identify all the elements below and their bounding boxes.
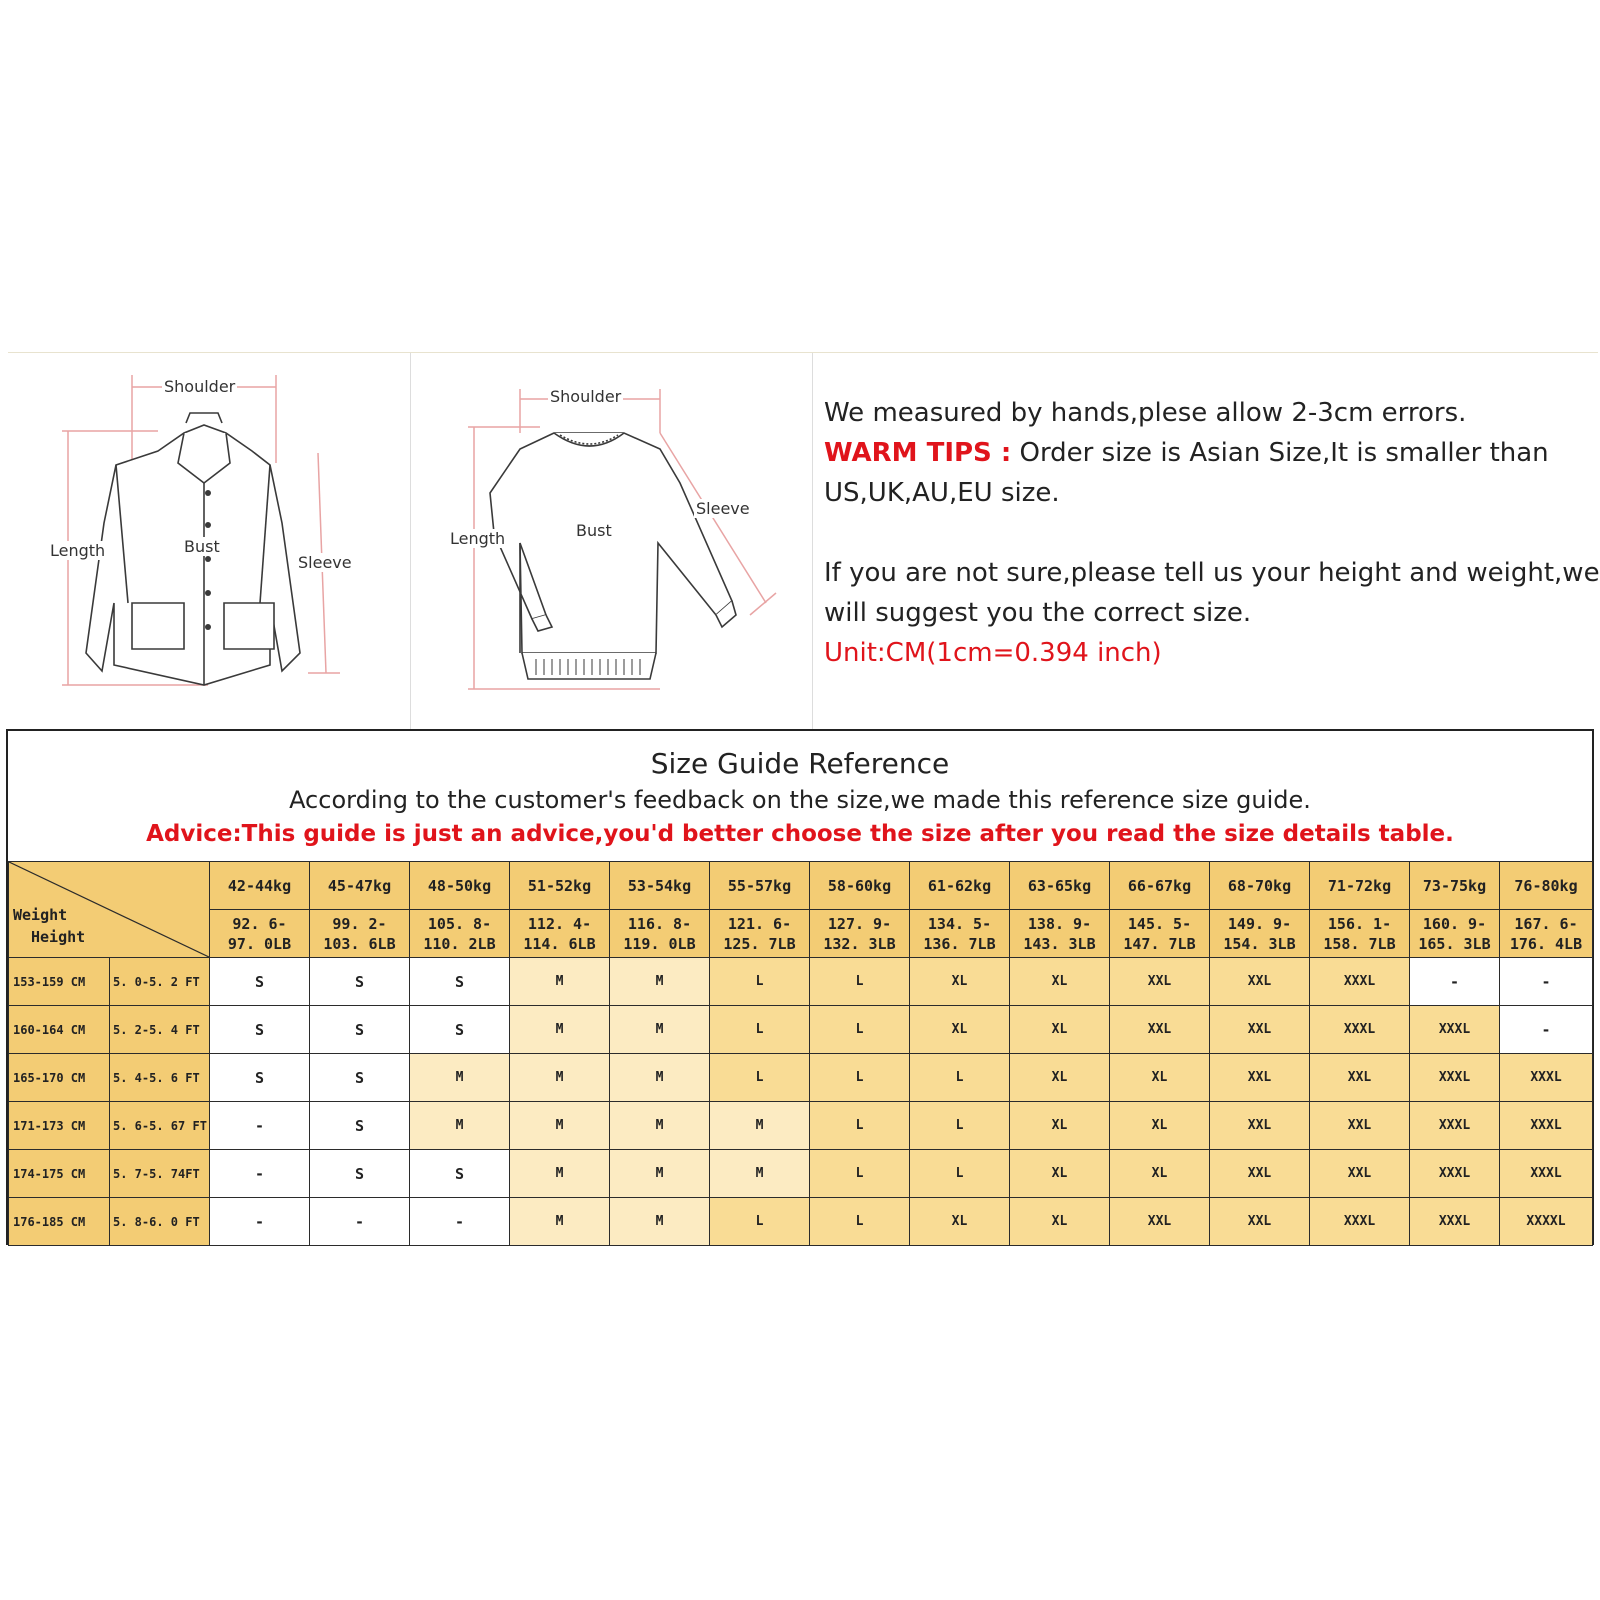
- size-cell: M: [710, 1150, 810, 1198]
- size-cell: M: [610, 1150, 710, 1198]
- size-cell: M: [410, 1054, 510, 1102]
- size-cell: XXXL: [1410, 1006, 1500, 1054]
- weight-kg-cell: 76-80kg: [1500, 862, 1593, 910]
- size-cell: -: [210, 1150, 310, 1198]
- size-cell: XXXL: [1410, 1054, 1500, 1102]
- weight-lb-to: 143. 3LB: [1023, 934, 1096, 953]
- size-cell: XXL: [1110, 1006, 1210, 1054]
- size-cell: XL: [1010, 1006, 1110, 1054]
- weight-lb-from: 134. 5-: [927, 914, 992, 933]
- weight-lb-to: 165. 3LB: [1418, 934, 1491, 953]
- size-cell: XL: [1010, 1102, 1110, 1150]
- jacket-diagram: [8, 353, 411, 729]
- size-cell: S: [310, 1006, 410, 1054]
- table-row: [9, 1198, 1593, 1246]
- size-cell: XL: [1110, 1102, 1210, 1150]
- size-cell: XXXL: [1410, 1102, 1500, 1150]
- size-cell: L: [710, 958, 810, 1006]
- weight-lb-cell: [810, 910, 910, 958]
- weight-lb-to: 154. 3LB: [1223, 934, 1296, 953]
- size-cell: S: [410, 1150, 510, 1198]
- size-cell: L: [810, 958, 910, 1006]
- size-cell: S: [210, 1006, 310, 1054]
- size-cell: L: [910, 1150, 1010, 1198]
- size-cell: XXL: [1110, 958, 1210, 1006]
- weight-lb-cell: [910, 910, 1010, 958]
- jacket-shoulder-label: Shoulder: [164, 377, 236, 396]
- notes-suggest-line: If you are not sure,please tell us your height and weight,we will suggest you the correct size.: [824, 558, 1600, 628]
- weight-lb-to: 136. 7LB: [923, 934, 996, 953]
- size-cell: S: [310, 1102, 410, 1150]
- corner-height-label: Height: [31, 928, 86, 946]
- size-cell: XXXL: [1410, 1150, 1500, 1198]
- size-cell: XXXL: [1310, 1198, 1410, 1246]
- weight-lb-cell: [510, 910, 610, 958]
- weight-lb-cell: [1410, 910, 1500, 958]
- size-cell: XXXL: [1500, 1054, 1593, 1102]
- height-ft-cell: 5. 8-6. 0 FT: [110, 1198, 210, 1246]
- size-cell: XXXL: [1310, 958, 1410, 1006]
- size-cell: M: [510, 1102, 610, 1150]
- size-cell: S: [410, 958, 510, 1006]
- weight-lb-to: 110. 2LB: [423, 934, 496, 953]
- height-ft-cell: 5. 0-5. 2 FT: [110, 958, 210, 1006]
- size-cell: XL: [910, 958, 1010, 1006]
- weight-lb-from: 105. 8-: [427, 914, 492, 933]
- weight-height-corner: [9, 862, 210, 958]
- size-cell: M: [610, 958, 710, 1006]
- weight-kg-cell: 73-75kg: [1410, 862, 1500, 910]
- sweater-diagram: [410, 353, 813, 729]
- size-cell: XXL: [1210, 1054, 1310, 1102]
- height-ft-cell: 5. 6-5. 67 FT: [110, 1102, 210, 1150]
- weight-lb-from: 149. 9-: [1227, 914, 1292, 933]
- size-guide-advice: Advice:This guide is just an advice,you'd better choose the size after you read the size details table.: [146, 821, 1454, 847]
- warm-tips-label: WARM TIPS :: [824, 438, 1012, 468]
- weight-lb-row: [9, 910, 1593, 958]
- size-cell: S: [410, 1006, 510, 1054]
- size-cell: -: [210, 1102, 310, 1150]
- weight-kg-row: [9, 862, 1593, 910]
- weight-lb-cell: [610, 910, 710, 958]
- size-cell: -: [210, 1198, 310, 1246]
- weight-kg-cell: 71-72kg: [1310, 862, 1410, 910]
- weight-lb-cell: [310, 910, 410, 958]
- size-cell: XL: [910, 1006, 1010, 1054]
- size-cell: XXL: [1210, 958, 1310, 1006]
- weight-lb-cell: [1500, 910, 1593, 958]
- weight-lb-from: 99. 2-: [332, 914, 387, 933]
- corner-weight-label: Weight: [13, 906, 68, 924]
- size-cell: L: [810, 1054, 910, 1102]
- weight-lb-from: 156. 1-: [1327, 914, 1392, 933]
- weight-lb-cell: [1210, 910, 1310, 958]
- size-cell: XXXL: [1310, 1006, 1410, 1054]
- weight-lb-from: 160. 9-: [1422, 914, 1487, 933]
- size-cell: -: [310, 1198, 410, 1246]
- weight-kg-cell: 63-65kg: [1010, 862, 1110, 910]
- size-cell: M: [610, 1102, 710, 1150]
- size-cell: XL: [1010, 958, 1110, 1006]
- size-cell: XL: [1110, 1054, 1210, 1102]
- size-guide-subtitle: According to the customer's feedback on the size,we made this reference size guide.: [289, 786, 1311, 814]
- size-cell: -: [1500, 1006, 1593, 1054]
- size-cell: XXL: [1210, 1150, 1310, 1198]
- height-ft-cell: 5. 4-5. 6 FT: [110, 1054, 210, 1102]
- size-cell: S: [210, 1054, 310, 1102]
- weight-lb-from: 138. 9-: [1027, 914, 1092, 933]
- weight-lb-from: 127. 9-: [827, 914, 892, 933]
- weight-lb-to: 132. 3LB: [823, 934, 896, 953]
- height-cm-cell: 176-185 CM: [9, 1198, 110, 1246]
- size-cell: XXL: [1210, 1006, 1310, 1054]
- notes-measure-line: We measured by hands,plese allow 2-3cm errors.: [824, 398, 1467, 428]
- height-cm-cell: 165-170 CM: [9, 1054, 110, 1102]
- jacket-bust-label: Bust: [184, 537, 220, 556]
- weight-lb-to: 97. 0LB: [227, 934, 292, 953]
- size-cell: S: [310, 1054, 410, 1102]
- size-cell: M: [510, 1150, 610, 1198]
- size-cell: XL: [1010, 1198, 1110, 1246]
- size-guide-header: [8, 731, 1592, 861]
- diagram-strip: [8, 352, 1598, 729]
- size-cell: M: [710, 1102, 810, 1150]
- sweater-length-label: Length: [450, 529, 506, 548]
- weight-lb-to: 125. 7LB: [723, 934, 796, 953]
- size-cell: M: [510, 958, 610, 1006]
- size-cell: S: [310, 958, 410, 1006]
- height-cm-cell: 160-164 CM: [9, 1006, 110, 1054]
- table-row: [9, 1150, 1593, 1198]
- height-ft-cell: 5. 2-5. 4 FT: [110, 1006, 210, 1054]
- size-cell: S: [210, 958, 310, 1006]
- table-row: [9, 1006, 1593, 1054]
- size-guide-title: Size Guide Reference: [650, 747, 950, 780]
- size-cell: XXL: [1310, 1102, 1410, 1150]
- size-cell: XXXL: [1410, 1198, 1500, 1246]
- weight-lb-from: 92. 6-: [232, 914, 287, 933]
- notes-unit: Unit:CM(1cm=0.394 inch): [824, 638, 1162, 668]
- weight-lb-cell: [1310, 910, 1410, 958]
- table-row: [9, 958, 1593, 1006]
- weight-lb-from: 145. 5-: [1127, 914, 1192, 933]
- weight-lb-cell: [210, 910, 310, 958]
- weight-kg-cell: 55-57kg: [710, 862, 810, 910]
- warm-tips-text: Order size is Asian Size,It is smaller than US,UK,AU,EU size.: [824, 438, 1549, 508]
- jacket-sleeve-label: Sleeve: [298, 553, 352, 572]
- size-cell: XXL: [1110, 1198, 1210, 1246]
- weight-kg-cell: 53-54kg: [610, 862, 710, 910]
- size-cell: -: [410, 1198, 510, 1246]
- weight-lb-cell: [1110, 910, 1210, 958]
- size-cell: L: [810, 1198, 910, 1246]
- weight-lb-to: 119. 0LB: [623, 934, 696, 953]
- size-cell: L: [710, 1054, 810, 1102]
- size-cell: M: [510, 1198, 610, 1246]
- size-table: [8, 861, 1593, 1246]
- size-cell: XXXL: [1500, 1150, 1593, 1198]
- size-cell: L: [710, 1198, 810, 1246]
- weight-kg-cell: 61-62kg: [910, 862, 1010, 910]
- size-cell: XXL: [1210, 1198, 1310, 1246]
- sweater-bust-label: Bust: [576, 521, 612, 540]
- size-cell: S: [310, 1150, 410, 1198]
- size-cell: L: [810, 1006, 910, 1054]
- size-cell: L: [810, 1102, 910, 1150]
- height-cm-cell: 174-175 CM: [9, 1150, 110, 1198]
- size-cell: M: [610, 1006, 710, 1054]
- weight-lb-cell: [410, 910, 510, 958]
- table-row: [9, 1054, 1593, 1102]
- size-cell: XXL: [1310, 1054, 1410, 1102]
- size-cell: L: [910, 1102, 1010, 1150]
- size-cell: L: [710, 1006, 810, 1054]
- weight-lb-to: 158. 7LB: [1323, 934, 1396, 953]
- weight-kg-cell: 58-60kg: [810, 862, 910, 910]
- size-cell: -: [1410, 958, 1500, 1006]
- weight-lb-from: 116. 8-: [627, 914, 692, 933]
- size-cell: XXXXL: [1500, 1198, 1593, 1246]
- size-cell: L: [910, 1054, 1010, 1102]
- weight-lb-from: 167. 6-: [1514, 914, 1578, 933]
- table-row: [9, 1102, 1593, 1150]
- weight-kg-cell: 66-67kg: [1110, 862, 1210, 910]
- size-cell: XL: [1010, 1150, 1110, 1198]
- weight-kg-cell: 45-47kg: [310, 862, 410, 910]
- size-cell: XXL: [1210, 1102, 1310, 1150]
- weight-lb-from: 112. 4-: [527, 914, 592, 933]
- size-cell: XXL: [1310, 1150, 1410, 1198]
- weight-lb-cell: [1010, 910, 1110, 958]
- size-cell: M: [510, 1006, 610, 1054]
- size-cell: M: [610, 1198, 710, 1246]
- size-cell: -: [1500, 958, 1593, 1006]
- size-cell: XL: [1010, 1054, 1110, 1102]
- size-cell: XXXL: [1500, 1102, 1593, 1150]
- weight-lb-to: 114. 6LB: [523, 934, 596, 953]
- size-cell: M: [410, 1102, 510, 1150]
- weight-kg-cell: 51-52kg: [510, 862, 610, 910]
- jacket-length-label: Length: [50, 541, 106, 560]
- measurement-notes: [824, 393, 1600, 673]
- weight-lb-from: 121. 6-: [727, 914, 792, 933]
- weight-kg-cell: 42-44kg: [210, 862, 310, 910]
- size-cell: M: [610, 1054, 710, 1102]
- size-guide: [6, 729, 1594, 1245]
- sweater-sleeve-label: Sleeve: [696, 499, 750, 518]
- weight-kg-cell: 48-50kg: [410, 862, 510, 910]
- size-cell: M: [510, 1054, 610, 1102]
- weight-lb-to: 176. 4LB: [1509, 934, 1583, 953]
- height-ft-cell: 5. 7-5. 74FT: [110, 1150, 210, 1198]
- weight-lb-cell: [710, 910, 810, 958]
- weight-kg-cell: 68-70kg: [1210, 862, 1310, 910]
- size-cell: XL: [910, 1198, 1010, 1246]
- size-cell: L: [810, 1150, 910, 1198]
- notes-warm-tips: [824, 433, 1600, 513]
- weight-lb-to: 147. 7LB: [1123, 934, 1196, 953]
- height-cm-cell: 171-173 CM: [9, 1102, 110, 1150]
- weight-lb-to: 103. 6LB: [323, 934, 396, 953]
- size-cell: XL: [1110, 1150, 1210, 1198]
- height-cm-cell: 153-159 CM: [9, 958, 110, 1006]
- sweater-shoulder-label: Shoulder: [550, 387, 622, 406]
